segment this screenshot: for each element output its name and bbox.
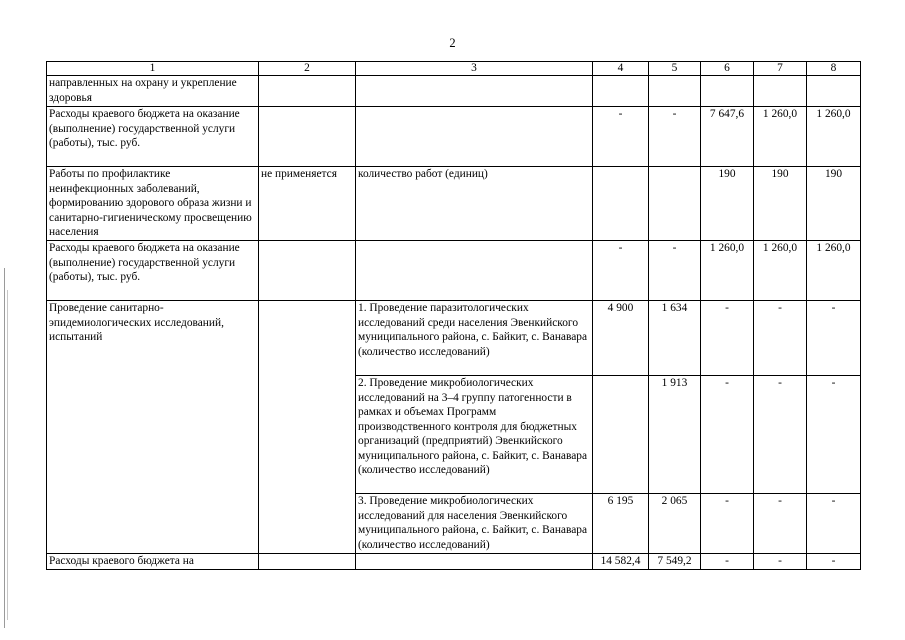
value-cell: - — [807, 554, 861, 570]
indicator-cell — [259, 241, 356, 301]
value-cell: 1 260,0 — [701, 241, 754, 301]
table-row — [47, 241, 861, 301]
value-cell: - — [649, 107, 701, 167]
service-name-cell: Расходы краевого бюджета на — [47, 554, 259, 570]
value-cell: 190 — [701, 167, 754, 241]
value-cell: - — [701, 376, 754, 494]
value-cell: - — [807, 376, 861, 494]
table-row — [47, 167, 861, 241]
value-cell: - — [701, 494, 754, 554]
value-cell — [754, 76, 807, 107]
value-cell — [701, 76, 754, 107]
value-cell: - — [701, 554, 754, 570]
value-cell — [593, 376, 649, 494]
value-cell: - — [754, 301, 807, 376]
value-cell: 2 065 — [649, 494, 701, 554]
value-cell: - — [593, 107, 649, 167]
table-row — [47, 107, 861, 167]
column-number: 6 — [701, 62, 754, 76]
service-name-cell: Работы по профилактике неинфекционных заболеваний, формированию здорового образа жизни и санитарно-гигиеническому просвещению населения — [47, 167, 259, 241]
column-number-row — [47, 62, 861, 76]
value-cell: 6 195 — [593, 494, 649, 554]
value-cell: - — [754, 376, 807, 494]
column-number: 4 — [593, 62, 649, 76]
value-cell — [593, 76, 649, 107]
value-cell: - — [649, 241, 701, 301]
value-cell: 4 900 — [593, 301, 649, 376]
value-cell: 1 260,0 — [807, 107, 861, 167]
table-row — [47, 76, 861, 107]
value-cell — [649, 76, 701, 107]
value-cell: 1 260,0 — [807, 241, 861, 301]
value-cell: - — [754, 494, 807, 554]
column-number: 5 — [649, 62, 701, 76]
volume-cell — [356, 241, 593, 301]
value-cell: - — [593, 241, 649, 301]
budget-table — [46, 61, 861, 570]
indicator-cell: не применяется — [259, 167, 356, 241]
indicator-cell — [259, 301, 356, 554]
service-name-cell: Расходы краевого бюджета на оказание (выполнение) государственной услуги (работы), тыс. руб. — [47, 107, 259, 167]
service-name-cell: направленных на охрану и укрепление здоровья — [47, 76, 259, 107]
indicator-cell — [259, 76, 356, 107]
value-cell: - — [807, 494, 861, 554]
column-number: 1 — [47, 62, 259, 76]
volume-cell: 1. Проведение паразитологических исследований среди населения Эвенкийского муниципального района, с. Байкит, с. Ванавара (количество исследований) — [356, 301, 593, 376]
volume-cell: 3. Проведение микробиологических исследований для населения Эвенкийского муниципального района, с. Байкит, с. Ванавара (количество исследований) — [356, 494, 593, 554]
indicator-cell — [259, 554, 356, 570]
table-row — [47, 301, 861, 376]
volume-cell — [356, 107, 593, 167]
value-cell: 190 — [754, 167, 807, 241]
volume-cell: количество работ (единиц) — [356, 167, 593, 241]
value-cell: - — [754, 554, 807, 570]
value-cell: - — [807, 301, 861, 376]
value-cell: 190 — [807, 167, 861, 241]
column-number: 8 — [807, 62, 861, 76]
scan-edge-line-faint — [7, 290, 8, 620]
volume-cell: 2. Проведение микробиологических исследований на 3–4 группу патогенности в рамках и объемах Программ производственного контроля для бюджетных организаций (предприятий) Эвенкийского муниципального района, с. Байкит, с. Ванавара (количество исследований) — [356, 376, 593, 494]
value-cell: 7 647,6 — [701, 107, 754, 167]
volume-cell — [356, 554, 593, 570]
value-cell: 1 634 — [649, 301, 701, 376]
value-cell: - — [701, 301, 754, 376]
column-number: 2 — [259, 62, 356, 76]
value-cell — [649, 167, 701, 241]
value-cell — [593, 167, 649, 241]
value-cell: 1 260,0 — [754, 241, 807, 301]
service-name-cell: Расходы краевого бюджета на оказание (выполнение) государственной услуги (работы), тыс. руб. — [47, 241, 259, 301]
value-cell: 7 549,2 — [649, 554, 701, 570]
volume-cell — [356, 76, 593, 107]
value-cell: 1 260,0 — [754, 107, 807, 167]
column-number: 7 — [754, 62, 807, 76]
table-row — [47, 554, 861, 570]
indicator-cell — [259, 107, 356, 167]
page-number: 2 — [449, 36, 456, 50]
value-cell — [807, 76, 861, 107]
column-number: 3 — [356, 62, 593, 76]
value-cell: 14 582,4 — [593, 554, 649, 570]
value-cell: 1 913 — [649, 376, 701, 494]
scan-edge-line — [4, 268, 5, 628]
service-name-cell: Проведение санитарно-эпидемиологических исследований, испытаний — [47, 301, 259, 554]
